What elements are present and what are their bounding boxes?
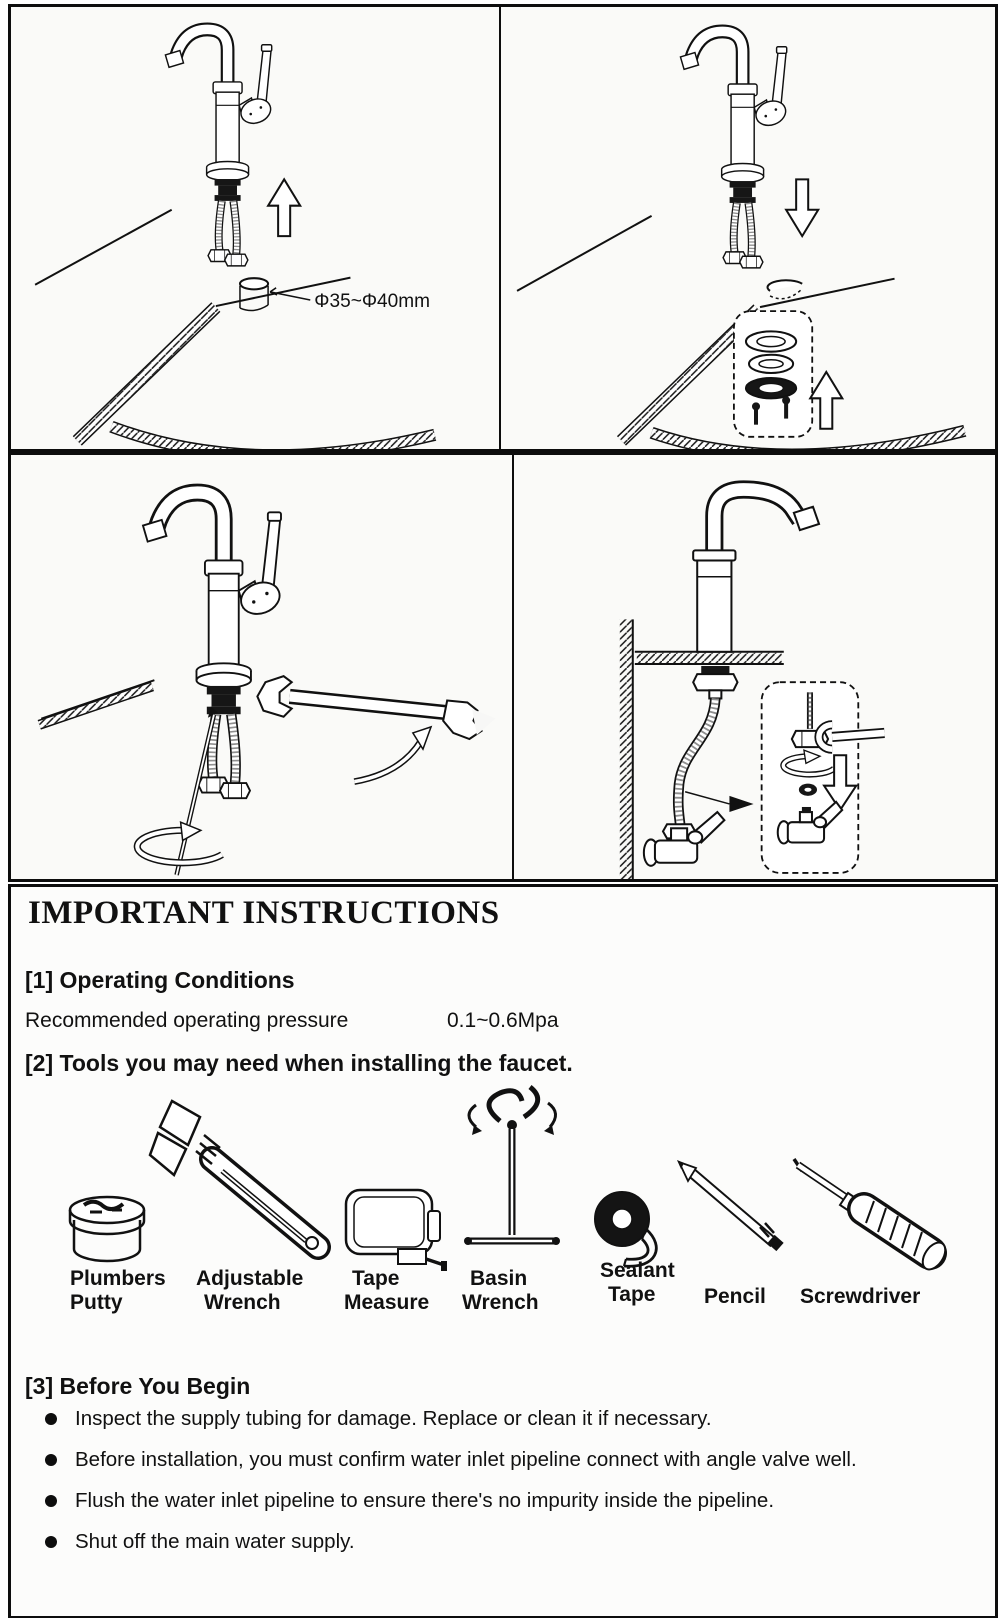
step-3-panel bbox=[11, 455, 512, 879]
bullet-icon bbox=[45, 1536, 57, 1548]
tool-label: Tape bbox=[352, 1267, 400, 1290]
bullet-icon bbox=[45, 1413, 57, 1425]
adjustable-wrench-icon bbox=[146, 1095, 346, 1269]
bullet-icon bbox=[45, 1495, 57, 1507]
wrench-illustration bbox=[257, 676, 493, 739]
section-3-heading: [3] Before You Begin bbox=[25, 1373, 251, 1399]
supply-hose bbox=[663, 698, 715, 838]
gasket-kit-inset bbox=[734, 311, 812, 437]
gasket-ring bbox=[746, 331, 796, 351]
wall-drawing bbox=[626, 619, 633, 879]
valve-connection-inset bbox=[761, 682, 884, 873]
instructions-section bbox=[8, 884, 998, 1618]
step-1-panel bbox=[11, 7, 499, 449]
tool-label: Screwdriver bbox=[800, 1285, 921, 1308]
tool-label: Wrench bbox=[462, 1291, 539, 1314]
up-arrow-icon bbox=[268, 179, 300, 236]
faucet-illustration bbox=[165, 29, 274, 265]
step-4-panel bbox=[512, 455, 995, 879]
step-4-diagram bbox=[514, 455, 995, 879]
tool-label: Measure bbox=[344, 1291, 430, 1314]
bullet-icon bbox=[45, 1454, 57, 1466]
step-3-diagram bbox=[11, 455, 512, 879]
screwdriver-icon bbox=[788, 1145, 956, 1271]
tool-label: Wrench bbox=[204, 1291, 281, 1314]
hole-dimension-callout bbox=[270, 288, 430, 312]
tool-label: Basin bbox=[470, 1267, 528, 1290]
before-begin-item: Before installation, you must confirm water inlet pipeline connect with angle valve well. bbox=[75, 1448, 857, 1471]
hole-dimension-label: Φ35~Φ40mm bbox=[314, 290, 431, 313]
section-1-heading: [1] Operating Conditions bbox=[25, 967, 295, 993]
tool-label: Adjustable bbox=[196, 1267, 304, 1290]
countertop-drawing bbox=[635, 652, 784, 664]
tool-label: Plumbers bbox=[70, 1267, 166, 1290]
before-begin-item: Shut off the main water supply. bbox=[75, 1530, 355, 1553]
callout-arrow bbox=[685, 792, 753, 812]
before-begin-item: Inspect the supply tubing for damage. Replace or clean it if necessary. bbox=[75, 1407, 712, 1430]
step-1-diagram bbox=[11, 7, 499, 449]
section-2-heading: [2] Tools you may need when installing the faucet. bbox=[25, 1050, 573, 1076]
step-2-panel bbox=[499, 7, 995, 449]
faucet-illustration bbox=[681, 31, 790, 267]
page-title: IMPORTANT INSTRUCTIONS bbox=[28, 895, 500, 931]
turn-arrow-icon bbox=[354, 727, 431, 782]
under-counter-mount bbox=[693, 666, 737, 698]
gasket-ring bbox=[749, 355, 793, 373]
pencil-icon bbox=[672, 1155, 794, 1257]
down-arrow-icon bbox=[786, 179, 818, 236]
diagram-row-2 bbox=[8, 452, 998, 882]
step-2-diagram bbox=[501, 7, 995, 449]
diagram-row-1 bbox=[8, 4, 998, 452]
tool-label: Sealant bbox=[600, 1259, 675, 1282]
up-arrow-icon bbox=[810, 372, 842, 429]
operating-pressure-value: 0.1~0.6Mpa bbox=[447, 1009, 559, 1032]
tool-label: Putty bbox=[70, 1291, 123, 1314]
countertop-drawing bbox=[39, 680, 154, 725]
tool-label: Pencil bbox=[704, 1285, 766, 1308]
operating-pressure-label: Recommended operating pressure bbox=[25, 1009, 349, 1032]
tape-measure-icon bbox=[338, 1185, 450, 1271]
plumbers-putty-icon bbox=[64, 1193, 152, 1269]
before-begin-item: Flush the water inlet pipeline to ensure there's no impurity inside the pipeline. bbox=[75, 1489, 775, 1512]
tool-label: Tape bbox=[608, 1283, 656, 1306]
basin-wrench-icon bbox=[448, 1085, 578, 1271]
faucet-illustration bbox=[693, 489, 819, 651]
faucet-illustration bbox=[143, 493, 284, 799]
